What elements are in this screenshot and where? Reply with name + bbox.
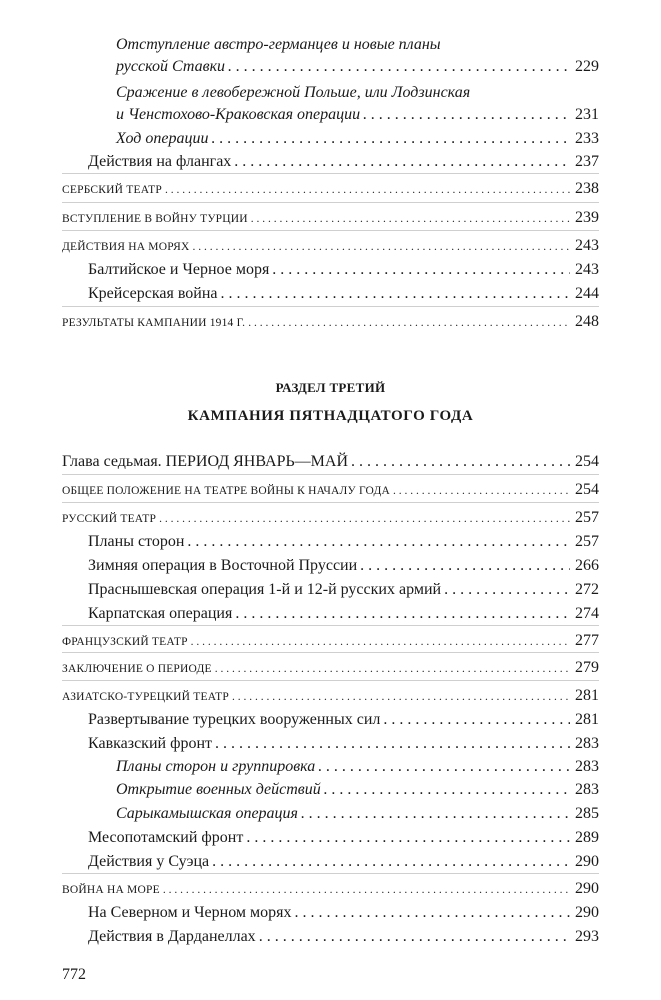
- toc-entry[interactable]: [116, 106, 599, 124]
- toc-entry-title: Планы сторон и группировка: [116, 758, 316, 775]
- toc-entry-page: 290: [575, 853, 599, 870]
- section-divider: [62, 680, 599, 681]
- toc-entry[interactable]: [116, 758, 599, 776]
- toc-entry-page: 289: [575, 829, 599, 846]
- toc-entry[interactable]: [88, 711, 599, 729]
- toc-entry-page: 290: [575, 880, 599, 897]
- section-divider: [62, 173, 599, 174]
- dot-leader: [444, 581, 570, 599]
- toc-entry-title: ФРАНЦУЗСКИЙ ТЕАТР: [62, 636, 188, 648]
- toc-entry-title: Зимняя операция в Восточной Пруссии: [88, 557, 358, 574]
- toc-entry[interactable]: [88, 605, 599, 623]
- toc-entry-page: 281: [575, 711, 599, 728]
- part-label: РАЗДЕЛ ТРЕТИЙ: [275, 380, 386, 395]
- dot-leader: [363, 106, 570, 124]
- dot-leader: [221, 285, 571, 303]
- toc-entry-page: 254: [575, 453, 599, 470]
- toc-entry-title: Балтийское и Черное моря: [88, 261, 270, 278]
- toc-entry-title: СЕРБСКИЙ ТЕАТР: [62, 184, 163, 196]
- toc-entry-page: 243: [575, 237, 599, 254]
- section-divider: [62, 625, 599, 626]
- dot-leader: [192, 241, 570, 253]
- toc-entry-page: 281: [575, 687, 599, 704]
- toc-entry-page: 285: [575, 805, 599, 822]
- toc-entry-title: Развертывание турецких вооруженных сил: [88, 711, 381, 728]
- toc-entry-page: 248: [575, 313, 599, 330]
- dot-leader: [228, 58, 570, 76]
- toc-entry-page: 254: [575, 481, 599, 498]
- section-divider: [62, 202, 599, 203]
- toc-entry[interactable]: [116, 805, 599, 823]
- dot-leader: [360, 557, 570, 575]
- dot-leader: [163, 884, 570, 896]
- page-number: 772: [62, 966, 86, 983]
- toc-entry-page: 231: [575, 106, 599, 123]
- toc-entry[interactable]: [62, 180, 599, 198]
- toc-entry-page: 272: [575, 581, 599, 598]
- dot-leader: [215, 735, 570, 753]
- toc-entry-title: ДЕЙСТВИЯ НА МОРЯХ: [62, 241, 190, 253]
- section-divider: [62, 502, 599, 503]
- toc-entry-page: 290: [575, 904, 599, 921]
- toc-entry-title: Карпатская операция: [88, 605, 233, 622]
- toc-entry[interactable]: [62, 209, 599, 227]
- toc-entry[interactable]: [88, 904, 599, 922]
- toc-entry-page: 229: [575, 58, 599, 75]
- dot-leader: [215, 663, 570, 675]
- toc-entry[interactable]: [62, 481, 599, 499]
- toc-entry[interactable]: [88, 285, 599, 303]
- dot-leader: [211, 130, 570, 148]
- toc-entry[interactable]: [62, 632, 599, 650]
- toc-entry-title: РЕЗУЛЬТАТЫ КАМПАНИИ 1914 Г.: [62, 317, 246, 329]
- dot-leader: [383, 711, 570, 729]
- toc-entry[interactable]: [88, 581, 599, 599]
- toc-entry-page: 257: [575, 533, 599, 550]
- toc-entry[interactable]: [88, 533, 599, 551]
- dot-leader: [159, 513, 570, 525]
- toc-entry[interactable]: [62, 313, 599, 331]
- toc-entry-page: 237: [575, 153, 599, 170]
- toc-entry-page: 283: [575, 735, 599, 752]
- toc-entry[interactable]: [62, 237, 599, 255]
- toc-entry-title: Глава седьмая. ПЕРИОД ЯНВАРЬ—МАЙ: [62, 453, 348, 470]
- toc-entry-title: Месопотамский фронт: [88, 829, 244, 846]
- toc-entry[interactable]: [88, 829, 599, 847]
- part-title: КАМПАНИЯ ПЯТНАДЦАТОГО ГОДА: [187, 408, 474, 424]
- toc-entry-title: Праснышевская операция 1-й и 12-й русских армий: [88, 581, 442, 598]
- toc-entry-page: 239: [575, 209, 599, 226]
- toc-entry-title: Кавказский фронт: [88, 735, 212, 752]
- toc-entry-page: 283: [575, 781, 599, 798]
- section-divider: [62, 230, 599, 231]
- dot-leader: [351, 453, 570, 471]
- section-divider: [62, 873, 599, 874]
- toc-entry-first-line: Сражение в левобережной Польше, или Лодзинская: [116, 84, 471, 101]
- dot-leader: [393, 485, 570, 497]
- toc-entry-title: Действия в Дарданеллах: [88, 928, 256, 945]
- toc-entry-title: ЗАКЛЮЧЕНИЕ О ПЕРИОДЕ: [62, 663, 212, 675]
- dot-leader: [272, 261, 570, 279]
- toc-entry-page: 238: [575, 180, 599, 197]
- toc-entry[interactable]: [88, 735, 599, 753]
- dot-leader: [165, 184, 570, 196]
- toc-entry-title: Крейсерская война: [88, 285, 218, 302]
- toc-entry[interactable]: [116, 58, 599, 76]
- toc-entry-page: 266: [575, 557, 599, 574]
- toc-entry[interactable]: [116, 130, 599, 148]
- toc-entry-title: АЗИАТСКО-ТУРЕЦКИЙ ТЕАТР: [62, 691, 230, 703]
- dot-leader: [187, 533, 570, 551]
- toc-entry-title: На Северном и Черном морях: [88, 904, 292, 921]
- section-divider: [62, 652, 599, 653]
- toc-entry[interactable]: [62, 687, 599, 705]
- dot-leader: [295, 904, 571, 922]
- toc-entry[interactable]: [62, 453, 599, 471]
- dot-leader: [234, 153, 570, 171]
- toc-entry-title: Действия у Суэца: [88, 853, 210, 870]
- toc-entry-page: 277: [575, 632, 599, 649]
- toc-entry-page: 244: [575, 285, 599, 302]
- toc-entry-title: Ход операции: [116, 130, 209, 147]
- toc-entry-title: Сарыкамышская операция: [116, 805, 298, 822]
- dot-leader: [212, 853, 570, 871]
- toc-entry-first-line: Отступление австро-германцев и новые планы: [116, 36, 441, 53]
- dot-leader: [318, 758, 570, 776]
- toc-entry[interactable]: [88, 261, 599, 279]
- toc-entry-title: и Ченстохово-Краковская операции: [116, 106, 361, 123]
- toc-entry[interactable]: [88, 153, 599, 171]
- toc-entry-page: 257: [575, 509, 599, 526]
- toc-entry-title: РУССКИЙ ТЕАТР: [62, 513, 157, 525]
- toc-entry-title: Действия на флангах: [88, 153, 232, 170]
- toc-entry-page: 293: [575, 928, 599, 945]
- section-divider: [62, 474, 599, 475]
- dot-leader: [251, 213, 570, 225]
- toc-entry-title: Открытие военных действий: [116, 781, 321, 798]
- toc-entry-title: ВСТУПЛЕНИЕ В ВОЙНУ ТУРЦИИ: [62, 213, 248, 225]
- dot-leader: [191, 636, 570, 648]
- dot-leader: [301, 805, 570, 823]
- toc-entry[interactable]: [62, 509, 599, 527]
- dot-leader: [248, 317, 570, 329]
- dot-leader: [246, 829, 570, 847]
- toc-entry-title: Планы сторон: [88, 533, 185, 550]
- toc-entry[interactable]: [88, 557, 599, 575]
- toc-entry[interactable]: [116, 781, 599, 799]
- toc-entry[interactable]: [88, 928, 599, 946]
- toc-entry-title: ОБЩЕЕ ПОЛОЖЕНИЕ НА ТЕАТРЕ ВОЙНЫ К НАЧАЛУ ГОДА: [62, 485, 391, 497]
- section-divider: [62, 306, 599, 307]
- dot-leader: [235, 605, 570, 623]
- dot-leader: [232, 691, 570, 703]
- toc-entry-title: ВОЙНА НА МОРЕ: [62, 884, 160, 896]
- toc-entry-title: русской Ставки: [116, 58, 226, 75]
- toc-entry-page: 283: [575, 758, 599, 775]
- toc-entry-page: 274: [575, 605, 599, 622]
- toc-entry-page: 279: [575, 659, 599, 676]
- dot-leader: [259, 928, 570, 946]
- toc-entry-page: 243: [575, 261, 599, 278]
- toc-entry[interactable]: [62, 880, 599, 898]
- toc-entry[interactable]: [62, 659, 599, 677]
- toc-entry-page: 233: [575, 130, 599, 147]
- dot-leader: [324, 781, 570, 799]
- toc-entry[interactable]: [88, 853, 599, 871]
